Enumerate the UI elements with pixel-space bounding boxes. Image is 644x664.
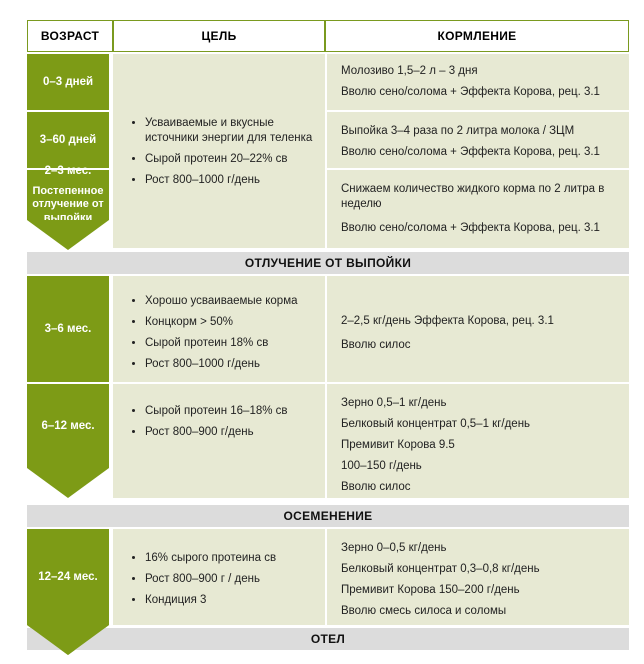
goal-list-4 [129, 551, 317, 608]
age-cell-0-3-days: 0–3 дней [27, 54, 109, 110]
feeding-line: Вволю силос [341, 480, 411, 493]
age-arrow-1 [27, 220, 109, 250]
feeding-cell-4 [327, 529, 629, 625]
goal-list-2 [129, 294, 317, 372]
feeding-cell-1a [327, 54, 629, 110]
goal-item: • 16% сырого протеина св [145, 551, 317, 566]
feeding-line: Выпойка 3–4 раза по 2 литра молока / ЗЦМ [341, 125, 575, 137]
goal-item: • Рост 800–1000 г/день [145, 357, 317, 372]
goal-item: • Сырой протеин 20–22% св [145, 152, 317, 167]
feeding-cell-2 [327, 276, 629, 382]
feeding-line: Вволю сено/солома + Эффекта Корова, рец. 3.1 [341, 85, 600, 98]
age-label-2-3-months: 2–3 мес. [44, 165, 92, 178]
feeding-line: Зерно 0,5–1 кг/день [341, 397, 447, 409]
goal-item: • Рост 800–1000 г/день [145, 173, 317, 188]
feeding-line: Премивит Корова 150–200 г/день [341, 583, 520, 596]
age-cell-3-60-days: 3–60 дней [27, 112, 109, 168]
goal-item: • Хорошо усваиваемые корма [145, 294, 317, 309]
feeding-line: 2–2,5 кг/день Эффекта Корова, рец. 3.1 [341, 315, 554, 327]
goal-list-1 [129, 116, 317, 188]
goal-cell-4 [113, 529, 325, 625]
goal-item: • Концкорм > 50% [145, 315, 317, 330]
goal-item: • Сырой протеин 16–18% св [145, 404, 317, 419]
goal-item: • Сырой протеин 18% св [145, 336, 317, 351]
age-cell-3-6-months: 3–6 мес. [27, 276, 109, 382]
goal-item: • Кондиция 3 [145, 593, 317, 608]
feeding-line: Белковый концентрат 0,5–1 кг/день [341, 417, 531, 430]
age-arrow-3-overlay [27, 625, 109, 655]
goal-item: • Усваиваемые и вкусные источники энергии для теленка [145, 116, 317, 146]
feeding-line: Молозиво 1,5–2 л – 3 дня [341, 65, 478, 77]
feeding-line: Премивит Корова 9.5 [341, 438, 455, 451]
header-goal: ЦЕЛЬ [113, 20, 325, 52]
feeding-line: Вволю смесь силоса и соломы [341, 604, 507, 617]
feeding-line: Вволю сено/солома + Эффекта Корова, рец. 3.1 [341, 221, 600, 234]
goal-cell-3 [113, 384, 325, 498]
goal-cell-1 [113, 54, 325, 248]
feeding-line: Зерно 0–0,5 кг/день [341, 542, 447, 554]
age-arrow-2 [27, 468, 109, 498]
age-cell-12-24-months: 12–24 мес. [27, 529, 109, 625]
feeding-cell-1c [327, 170, 629, 248]
stage-band-weaning: ОТЛУЧЕНИЕ ОТ ВЫПОЙКИ [27, 252, 629, 274]
age-cell-6-12-months: 6–12 мес. [27, 384, 109, 468]
feeding-line: Вволю сено/солома + Эффекта Корова, рец. 3.1 [341, 145, 600, 158]
header-age: ВОЗРАСТ [27, 20, 113, 52]
feeding-line: Вволю силос [341, 338, 411, 351]
stage-band-insemination: ОСЕМЕНЕНИЕ [27, 505, 629, 527]
stage-band-calving: ОТЕЛ [27, 628, 629, 650]
feeding-line: Белковый концентрат 0,3–0,8 кг/день [341, 562, 540, 575]
goal-cell-2 [113, 276, 325, 382]
weaning-note: Постепенное отлучение от выпойки [32, 184, 104, 225]
goal-list-3 [129, 404, 317, 440]
goal-item: • Рост 800–900 г / день [145, 572, 317, 587]
feeding-line: 100–150 г/день [341, 459, 422, 472]
goal-item: • Рост 800–900 г/день [145, 425, 317, 440]
feeding-line: Снижаем количество жидкого корма по 2 литра в неделю [341, 183, 605, 210]
age-cell-2-3-months [27, 165, 109, 225]
feeding-cell-3 [327, 384, 629, 498]
header-feeding: КОРМЛЕНИЕ [325, 20, 629, 52]
feeding-cell-1b [327, 112, 629, 168]
